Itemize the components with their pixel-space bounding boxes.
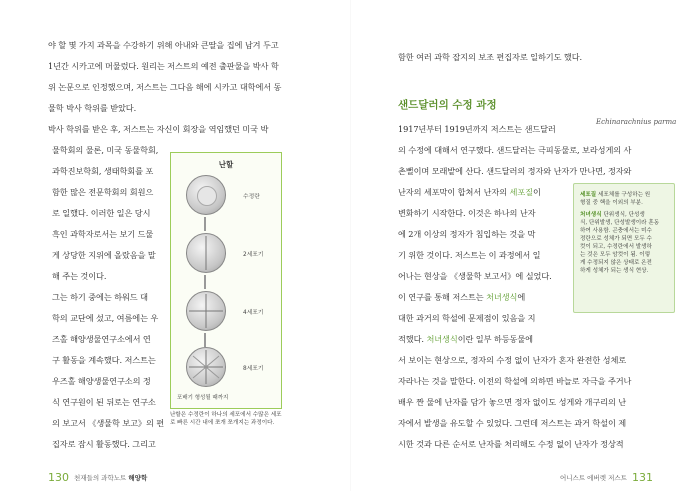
glossary-text: 하게 성체가 되는 생식 현상. [580, 268, 649, 274]
text-line: 함한 많은 전문학회의 회원으 [52, 187, 154, 197]
text-line: 난자의 세포막이 합쳐서 난자의 세포질이 [398, 187, 541, 197]
page-number: 130 [48, 471, 69, 484]
glossary-term: 처녀생식 [580, 212, 602, 218]
text-line: 에 2개 이상의 정자가 침입하는 것을 막 [398, 229, 536, 239]
text-line: 게 상당한 지위에 올랐음을 말 [52, 250, 156, 260]
text-line: 어나는 현상을 《생물학 보고서》에 실었다. [398, 271, 552, 281]
page-number: 131 [632, 471, 653, 484]
text-line: 대한 과거의 학설에 문제점이 있음을 지 [398, 313, 536, 323]
latin-name: Echinarachnius parma [596, 118, 677, 126]
glossary-text: 게 수정되지 않은 상태로 온전 [580, 260, 652, 266]
glossary-text: 는 것은 모두 암컷이 됨. 이렇 [580, 252, 651, 258]
text-line: 집자로 잠시 활동했다. 그리고 [52, 439, 156, 449]
figure-caption: 난할은 수정란이 하나의 세포에서 수많은 세포로 빠른 시간 내에 쪼개 쪼개지는 과정이다. [170, 412, 282, 426]
stage-label: 2세포기 [243, 252, 264, 258]
two-cell-icon [186, 233, 226, 273]
text-line: 위 논문으로 인정했으며, 저스트는 그다음 해에 시카고 대학에서 동 [48, 82, 282, 92]
text-line: 학의 교단에 섰고, 여름에는 우 [52, 313, 159, 323]
text-line: 1년간 시카고에 머물렀다. 원리는 저스트의 예전 출판물을 박사 학 [48, 61, 279, 71]
text-line: 과학진보학회, 생태학회를 포 [52, 166, 154, 176]
stage-label: 8세포기 [243, 366, 264, 372]
arrow-icon [204, 275, 206, 289]
text-line: 배우 짠 물에 난자를 담가 놓으면 정자 없이도 성게와 개구리의 난 [398, 397, 627, 407]
text-line: 의 보고서 《생물학 보고》의 편 [52, 418, 165, 428]
text-line: 야 할 몇 가지 과목을 수강하기 위해 아내와 큰딸을 집에 남겨 두고 [48, 40, 279, 50]
four-cell-icon [186, 291, 226, 331]
text-line: 의 수정에 대해서 연구했다. 샌드달러는 극피동물로, 보라성게의 사 [398, 145, 632, 155]
highlighted-term: 처녀생식 [486, 292, 518, 302]
glossary-box [573, 183, 675, 313]
text-line: 박사 학위를 받은 후, 저스트는 자신이 회장을 역임했던 미국 박 [48, 124, 269, 134]
text-line: 식 연구원이 된 뒤로는 연구소 [52, 397, 156, 407]
glossary-text: 정란으로 성체가 되면 모두 수 [580, 236, 652, 242]
text-line: 이 연구를 통해 저스트는 처녀생식에 [398, 292, 526, 302]
text-line: 우즈홀 해양생물연구소의 정 [52, 376, 151, 386]
running-head [74, 473, 147, 482]
glossary-text: 단위생식, 단성생 [603, 212, 645, 218]
figure-title: 난할 [218, 160, 234, 169]
highlighted-term: 처녀생식 [426, 334, 458, 344]
right-page [350, 0, 700, 491]
text-line: 자에서 발생을 유도할 수 있었다. 그런데 저스트는 과거 학설이 제 [398, 418, 627, 428]
glossary-text: 하여 사용함. 곤충에서는 미수 [580, 228, 652, 234]
figure-footer: 포배기 형성될 때까지 [177, 395, 229, 401]
text-line: 로 일했다. 이러한 일은 당시 [52, 208, 151, 218]
text-line: 변화하기 시작한다. 이것은 하나의 난자 [398, 208, 536, 218]
text-line: 흑인 과학자로서는 보기 드물 [52, 229, 154, 239]
arrow-icon [204, 333, 206, 347]
book-subject: 해양학 [128, 474, 148, 482]
zygote-icon [186, 175, 226, 215]
text-line: 기 위한 것이다. 저스트는 이 과정에서 일 [398, 250, 541, 260]
glossary-text: 형질 중 핵을 이외의 부분. [580, 200, 643, 206]
text-line: 함한 여러 과학 잡지의 보조 편집자로 일하기도 했다. [398, 52, 583, 62]
text-line: 해 주는 것이다. [52, 271, 107, 281]
text-line: 적했다. 처녀생식이란 일부 하등동물에 [398, 334, 533, 344]
glossary-text: 식, 단위발생, 단성발생이라 혼동 [580, 220, 660, 226]
glossary-term: 세포질 [580, 192, 597, 198]
running-head: 어니스트 에버렛 저스트 [560, 474, 627, 482]
text-line: 그는 하기 중에는 하워드 대 [52, 292, 148, 302]
cleavage-figure [170, 152, 282, 409]
section-title: 샌드달러의 수정 과정 [398, 99, 497, 111]
eight-cell-icon [186, 347, 226, 387]
text-line: 물학 박사 학위를 받았다. [48, 103, 137, 113]
highlighted-term: 세포질 [509, 187, 533, 197]
text-line: 즈홀 해양생물연구소에서 연 [52, 334, 151, 344]
text-line: 서 보이는 현상으로, 정자의 수정 없이 난자가 혼자 완전한 성체로 [398, 355, 627, 365]
glossary-text: 컷이 되고, 수정란에서 발생하 [580, 244, 652, 250]
arrow-icon [204, 217, 206, 231]
text-line: 물학회의 물론, 미국 동물학회, [52, 145, 159, 155]
stage-label: 4세포기 [243, 310, 264, 316]
stage-label: 수정란 [243, 194, 260, 200]
text-line: 구 활동을 계속했다. 저스트는 [52, 355, 156, 365]
text-line: 1917년부터 1919년까지 저스트는 샌드달러 [398, 124, 556, 134]
text-line: 촌뻘이며 모래밭에 산다. 샌드달러의 정자와 난자가 만나면, 정자와 [398, 166, 632, 176]
text-line: 시한 것과 다른 순서로 난자를 처리해도 수정 없이 난자가 정상적 [398, 439, 624, 449]
glossary-text: 세포체를 구성하는 원 [598, 192, 651, 198]
text-line: 자라나는 것을 말한다. 이전의 학설에 의하면 바늘로 자극을 주거나 [398, 376, 632, 386]
series-title: 천재들의 과학노트 [74, 474, 127, 482]
